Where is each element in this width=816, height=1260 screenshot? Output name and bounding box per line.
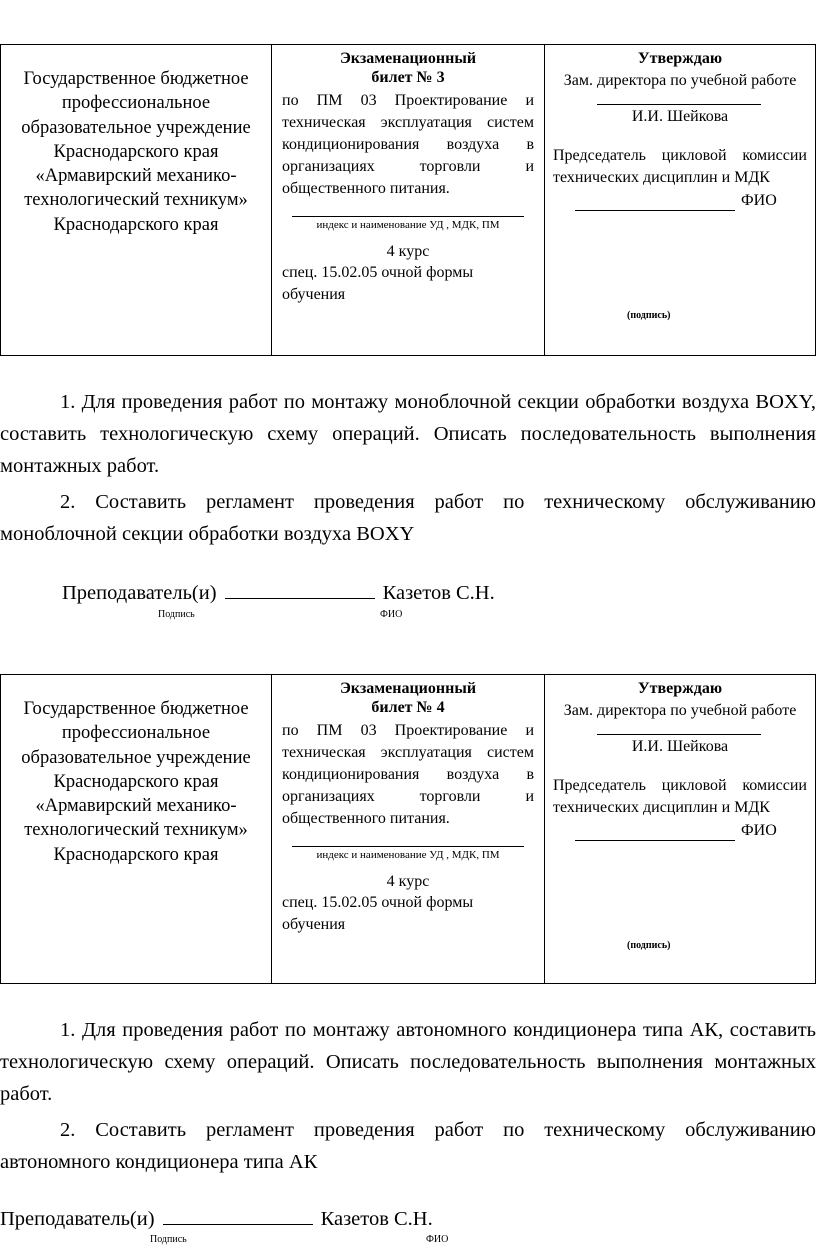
ticket-header-table	[0, 674, 816, 984]
institution-cell	[1, 45, 272, 355]
teacher-signature-row	[62, 580, 495, 606]
subject-rule	[292, 216, 524, 217]
ticket-info-cell	[272, 45, 545, 355]
ticket-tasks	[0, 1014, 816, 1178]
teacher-label: Преподаватель(и)	[0, 1208, 155, 1230]
institution-name: Государственное бюджетное профессиональное образовательное учреждение Краснодарского края «Армавирский механико-технологический техникум» Краснодарского края	[21, 699, 251, 865]
approve-title: Утверждаю	[637, 50, 723, 67]
ticket-title-line1: Экзаменационный	[339, 50, 477, 67]
approve-position: Зам. директора по учебной работе	[563, 72, 797, 89]
teacher-fio-caption: ФИО	[380, 609, 403, 620]
task-2-text: 2. Составить регламент проведения работ по техническому обслуживанию моноблочной секции обработки воздуха BOXY	[0, 491, 816, 545]
ticket-info-cell	[272, 675, 545, 983]
subject-caption: индекс и наименование УД , МДК, ПМ	[316, 849, 500, 861]
institution-cell	[1, 675, 272, 983]
chair-sign-caption: (подпись)	[627, 310, 671, 321]
ticket-title-line1: Экзаменационный	[339, 680, 477, 697]
approve-title: Утверждаю	[637, 680, 723, 697]
teacher-sign-caption: Подпись	[158, 609, 195, 620]
ticket-tasks	[0, 386, 816, 550]
course-label: 4 курс	[386, 243, 430, 260]
teacher-signature-line	[163, 1206, 313, 1225]
approve-signature-line	[597, 734, 761, 735]
subject-text: по ПМ 03 Проектирование и техническая эксплуатация систем кондиционирования воздуха в организациях торговли и общественного питания.	[282, 722, 534, 827]
chair-fio: ФИО	[741, 822, 777, 839]
course-label: 4 курс	[386, 873, 430, 890]
teacher-name: Казетов С.Н.	[320, 1208, 433, 1230]
specialty-text: спец. 15.02.05 очной формы обучения	[282, 264, 474, 303]
chair-signature-line	[575, 840, 735, 841]
task-2-text: 2. Составить регламент проведения работ по техническому обслуживанию автономного кондиционера типа АК	[0, 1119, 816, 1173]
teacher-signature-row	[0, 1206, 433, 1232]
task-1	[0, 386, 816, 482]
chair-signature	[545, 821, 815, 841]
task-2	[0, 1114, 816, 1178]
chair-fio: ФИО	[741, 192, 777, 209]
ticket-title	[272, 679, 544, 717]
task-2	[0, 486, 816, 550]
subject-rule	[292, 846, 524, 847]
teacher-name: Казетов С.Н.	[382, 582, 495, 604]
task-1	[0, 1014, 816, 1110]
chair-signature-line	[575, 210, 735, 211]
approval-cell	[545, 45, 815, 355]
approval-cell	[545, 675, 815, 983]
chair-text: Председатель цикловой комиссии технических дисциплин и МДК	[553, 777, 807, 816]
institution-name: Государственное бюджетное профессиональное образовательное учреждение Краснодарского края «Армавирский механико-технологический техникум» Краснодарского края	[21, 69, 251, 235]
task-1-text: 1. Для проведения работ по монтажу моноблочной секции обработки воздуха BOXY, составить технологическую схему операций. Описать последовательность выполнения монтажных работ.	[0, 391, 816, 477]
chair-signature	[545, 191, 815, 211]
ticket-title	[272, 49, 544, 87]
teacher-sign-caption: Подпись	[150, 1234, 187, 1245]
subject-text: по ПМ 03 Проектирование и техническая эксплуатация систем кондиционирования воздуха в организациях торговли и общественного питания.	[282, 92, 534, 197]
task-1-text: 1. Для проведения работ по монтажу автономного кондиционера типа АК, составить технологическую схему операций. Описать последовательность выполнения монтажных работ.	[0, 1019, 816, 1105]
ticket-number: билет № 4	[371, 699, 445, 716]
ticket-header-table	[0, 44, 816, 356]
approve-name: И.И. Шейкова	[631, 108, 729, 125]
chair-sign-caption: (подпись)	[627, 940, 671, 951]
approve-signature-line	[597, 104, 761, 105]
chair-text: Председатель цикловой комиссии технических дисциплин и МДК	[553, 147, 807, 186]
approve-name: И.И. Шейкова	[631, 738, 729, 755]
specialty-text: спец. 15.02.05 очной формы обучения	[282, 894, 474, 933]
ticket-number: билет № 3	[371, 69, 445, 86]
teacher-fio-caption: ФИО	[426, 1234, 449, 1245]
teacher-signature-line	[225, 580, 375, 599]
subject-caption: индекс и наименование УД , МДК, ПМ	[316, 219, 500, 231]
teacher-label: Преподаватель(и)	[62, 582, 217, 604]
approve-position: Зам. директора по учебной работе	[563, 702, 797, 719]
